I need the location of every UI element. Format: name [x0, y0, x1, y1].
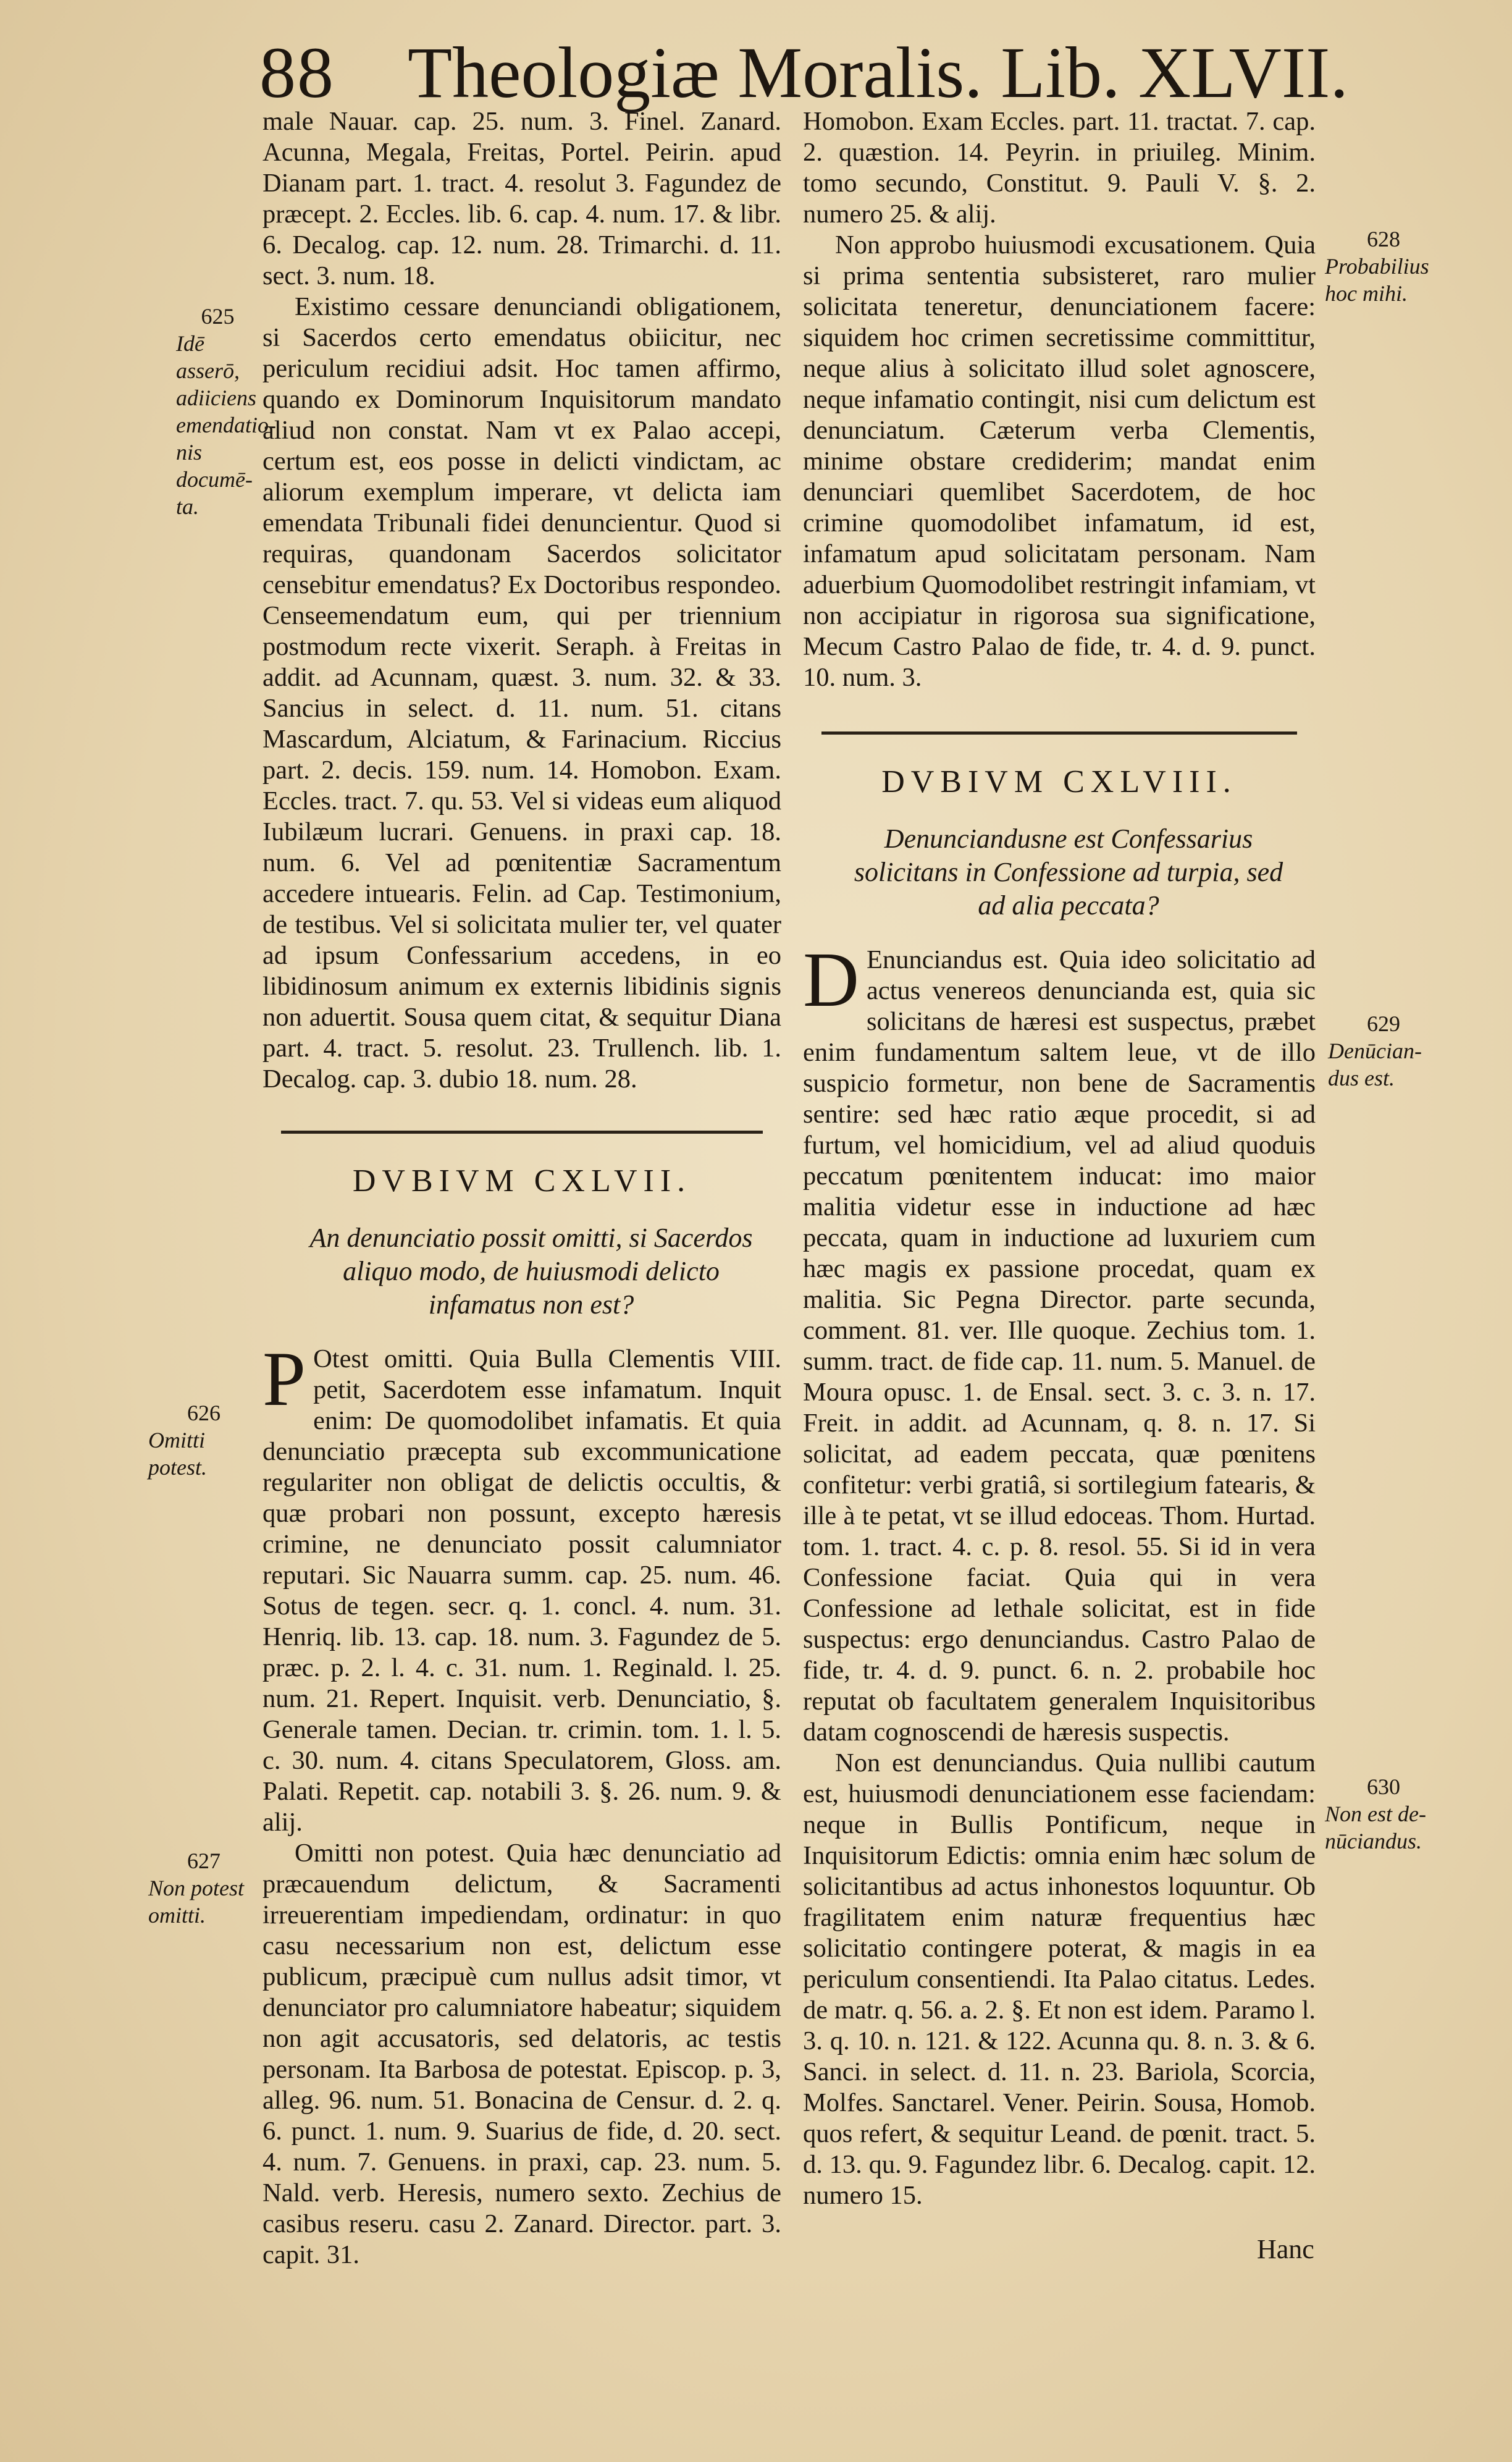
margin-note-text: Idē asserō, adiiciens emendatio-nis documē-ta. [176, 331, 276, 519]
left-paragraph-1: male Nauar. cap. 25. num. 3. Finel. Zanard. Acunna, Megala, Freitas, Portel. Peirin. apud Dianam part. 1. tract. 4. resolut 3. Fagundez de præcept. 2. Eccles. lib. 6. cap. 4. num. 17. & libr. 6. Decalog. cap. 12. num. 28. Trimarchi. d. 11. sect. 3. num. 18. [262, 107, 781, 290]
margin-note [176, 303, 276, 520]
page-header [259, 25, 1348, 113]
margin-note-text: Omitti potest. [148, 1428, 207, 1480]
margin-note-text: Non potest omitti. [148, 1876, 245, 1928]
left-paragraph-4: Omitti non potest. Quia hæc denunciatio ad præcauendum delictum, & Sacramenti irreuerentiam impediendam, ordinatur: in quo casu necessarium non est, delictum esse publicum, præcipuè cum nullus adsit timor, vt denunciator pro calumniatore habeatur; siquidem non agit accusatoris, sed delatoris, ac testis personam. Ita Barbosa de potestat. Episcop. p. 3, alleg. 96. num. 51. Bonacina de Censur. d. 2. q. 6. punct. 1. num. 9. Suarius de fide, d. 20. sect. 4. num. 7. Genuens. in praxi, cap. 23. num. 5. Nald. verb. Heresis, numero sexto. Zechius de casibus reseru. casu 2. Zanard. Director. part. 3. capit. 31. [262, 1839, 781, 2269]
catchword: Hanc [1257, 2234, 1314, 2264]
right-column [803, 106, 1316, 2211]
right-paragraph-2: Non approbo huiusmodi excusationem. Quia si prima sententia subsisteret, raro mulier solicitata teneretur, denunciationem facere: siquidem hoc crimen secretissime committitur, neque alius à solicitato illud solet agnoscere, neque infamatio contingit, nisi cum delictum est denunciatum. Cæterum verba Clementis, minime obstare crediderim; mandat enim denunciari quemlibet Sacerdotem, de hoc crimine quomodolibet infamatum, id est, infamatum apud solicitatam personam. Nam aduerbium Quomodolibet restringit infamiam, vt non accipiatur in rigorosa sua significatione, Mecum Castro Palao de fide, tr. 4. d. 9. punct. 10. num. 3. [803, 230, 1316, 692]
margin-note [1325, 1773, 1442, 1855]
right-paragraph-1: Homobon. Exam Eccles. part. 11. tractat. 7. cap. 2. quæstion. 14. Peyrin. in priuileg. Minim. tomo secundo, Constitut. 9. Pauli V. §. 2. numero 25. & alij. [803, 107, 1316, 229]
margin-note-number: 628 [1367, 227, 1400, 251]
right-paragraph-4: Non est denunciandus. Quia nullibi cautum est, huiusmodi denunciationem esse faciendam: neque in Bullis Pontificum, neque in Inquisitorum Edictis: omnia enim hæc solum de solicitantibus ad actus inhonestos loquuntur. Ob fragilitatem enim naturæ frequentius hæc solicitatio contingere poterat, & magis in ea periculum consentiendi. Ita Palao citatus. Ledes. de matr. q. 56. a. 2. §. Et non est idem. Paramo l. 3. q. 10. n. 121. & 122. Acunna qu. 8. n. 3. & 6. Sanci. in select. d. 11. n. 23. Bariola, Scorcia, Molfes. Sanctarel. Vener. Peirin. Sousa, Homob. quos refert, & sequitur Leand. de pœnit. tract. 5. d. 13. qu. 9. Fagundez libr. 6. Decalog. capit. 12. numero 15. [803, 1748, 1316, 2210]
dubium-question: Denunciandusne est Confessarius solicitans in Confessione ad turpia, sed ad alia peccata? [854, 824, 1283, 921]
margin-note-number: 629 [1367, 1011, 1400, 1036]
right-paragraph-3 [803, 937, 1316, 1748]
margin-note [1328, 1010, 1439, 1092]
margin-note-number: 630 [1367, 1774, 1400, 1799]
margin-note-number: 625 [201, 304, 235, 329]
left-paragraph-3 [262, 1336, 781, 1838]
running-title: Theologiæ Moralis. Lib. XLVII. [408, 32, 1348, 113]
margin-note-text: Non est de-nūciandus. [1325, 1802, 1426, 1853]
margin-note [148, 1399, 259, 1481]
margin-note [148, 1847, 259, 1929]
margin-note-text: Probabilius hoc mihi. [1325, 254, 1429, 306]
left-paragraph-3-text: Otest omitti. Quia Bulla Clementis VIII. petit, Sacerdotem esse infamatum. Inquit enim: De quomodolibet infamatis. Et quia denunciatio præcepta sub excommunicatione regulariter non obligat de delictis occultis, & quæ probari non possunt, excepto hæresis crimine, ne denunciato possit calumniator reputari. Sic Nauarra summ. cap. 25. num. 46. Sotus de tegen. secr. q. 1. concl. 4. num. 31. Henriq. lib. 13. cap. 18. num. 3. Fagundez de 5. præc. p. 2. l. 4. c. 31. num. 1. Reginald. l. 25. num. 21. Repert. Inquisit. verb. Denunciatio, §. Generale tamen. Decian. tr. crimin. tom. 1. l. 5. c. 30. num. 4. citans Speculatorem, Gloss. am. Palati. Repetit. cap. notabili 3. §. 26. num. 9. & alij. [262, 1344, 781, 1837]
left-paragraph-2: Existimo cessare denunciandi obligationem, si Sacerdos certo emendatus obiicitur, nec periculum recidiui adsit. Hoc tamen affirmo, quando ex Dominorum Inquisitorum mandato aliud non constat. Nam vt ex Palao accepi, certum est, eos posse in delicti vindictam, ac aliorum exemplum imperare, vt delicta iam emendata Tribunali fidei denuncientur. Quod si requiras, quandonam Sacerdos solicitator censebitur emendatus? Ex Doctoribus respondeo. Censeemendatum eum, qui per triennium postmodum recte vixerit. Seraph. à Freitas in addit. ad Acunnam, quæst. 3. num. 32. & 33. Sancius in select. d. 11. num. 51. citans Mascardum, Alciatum, & Farinacium. Riccius part. 2. decis. 159. num. 14. Homobon. Exam. Eccles. tract. 7. qu. 53. Vel si videas eum aliquod Iubilæum lucrari. Genuens. in praxi cap. 18. num. 6. Vel ad pœnitentiæ Sacramentum accedere intuearis. Felin. ad Cap. Testimonium, de testibus. Vel si solicitata mulier ter, vel quater ad ipsum Confessarium accedens, in eo libidinosum animum ex externis libidinis signis non aduertit. Sousa quem citat, & sequitur Diana part. 4. tract. 5. resolut. 23. Trullench. lib. 1. Decalog. cap. 3. dubio 18. num. 28. [262, 292, 781, 1094]
section-rule [281, 1131, 763, 1134]
left-column [262, 106, 781, 2270]
margin-note-number: 626 [187, 1401, 220, 1425]
drop-cap: P [262, 1336, 306, 1422]
page-number: 88 [259, 32, 335, 113]
margin-note-number: 627 [187, 1849, 220, 1873]
margin-note-text: Denūcian-dus est. [1328, 1039, 1422, 1090]
dubium-heading: DVBIVM CXLVII. [352, 1163, 692, 1199]
dubium-heading: DVBIVM CXLVIII. [881, 764, 1237, 799]
drop-cap: D [803, 937, 859, 1023]
margin-note [1325, 226, 1442, 307]
section-rule [821, 731, 1297, 735]
right-paragraph-3-text: Enunciandus est. Quia ideo solicitatio ad actus venereos denuncianda est, quia sic solicitans de hæresi est suspectus, præbet enim fundamentum saltem leue, vt de illo suspicio formetur, non bene de Sacramentis sentire: sed hæc ratio æque procedit, si ad furtum, vel homicidium, vel ad aliud quoduis peccatum pœnitentem inducat: imo maior malitia videtur esse in inductione ad hæc peccata, quam in inductione ad luxuriem cum hæc magis ex passione procedat, quam ex malitia. Sic Pegna Director. parte secunda, comment. 81. ver. Ille quoque. Zechius tom. 1. summ. tract. de fide cap. 11. num. 5. Manuel. de Moura opusc. 1. de Ensal. sect. 3. c. 3. n. 17. Freit. in addit. ad Acunnam, q. 8. n. 17. Si solicitat, ad eadem peccata, quæ pœnitens confitetur: verbi gratiâ, si sortilegium fatearis, & ille à te petat, vt se illud edoceas. Thom. Hurtad. tom. 1. tract. 4. c. p. 8. resol. 55. Si id in vera Confessione faciat. Quia qui in vera Confessione ad lethale solicitat, est in fide suspectus: ergo denunciandus. Castro Palao de fide, tr. 4. d. 9. punct. 6. n. 2. probabile hoc reputat ob facultatem generalem Inquisitoribus datam cognoscendi de hæresis suspectis. [803, 945, 1316, 1747]
dubium-question: An denunciatio possit omitti, si Sacerdos aliquo modo, de huiusmodi delicto infamatus non est? [309, 1223, 753, 1320]
